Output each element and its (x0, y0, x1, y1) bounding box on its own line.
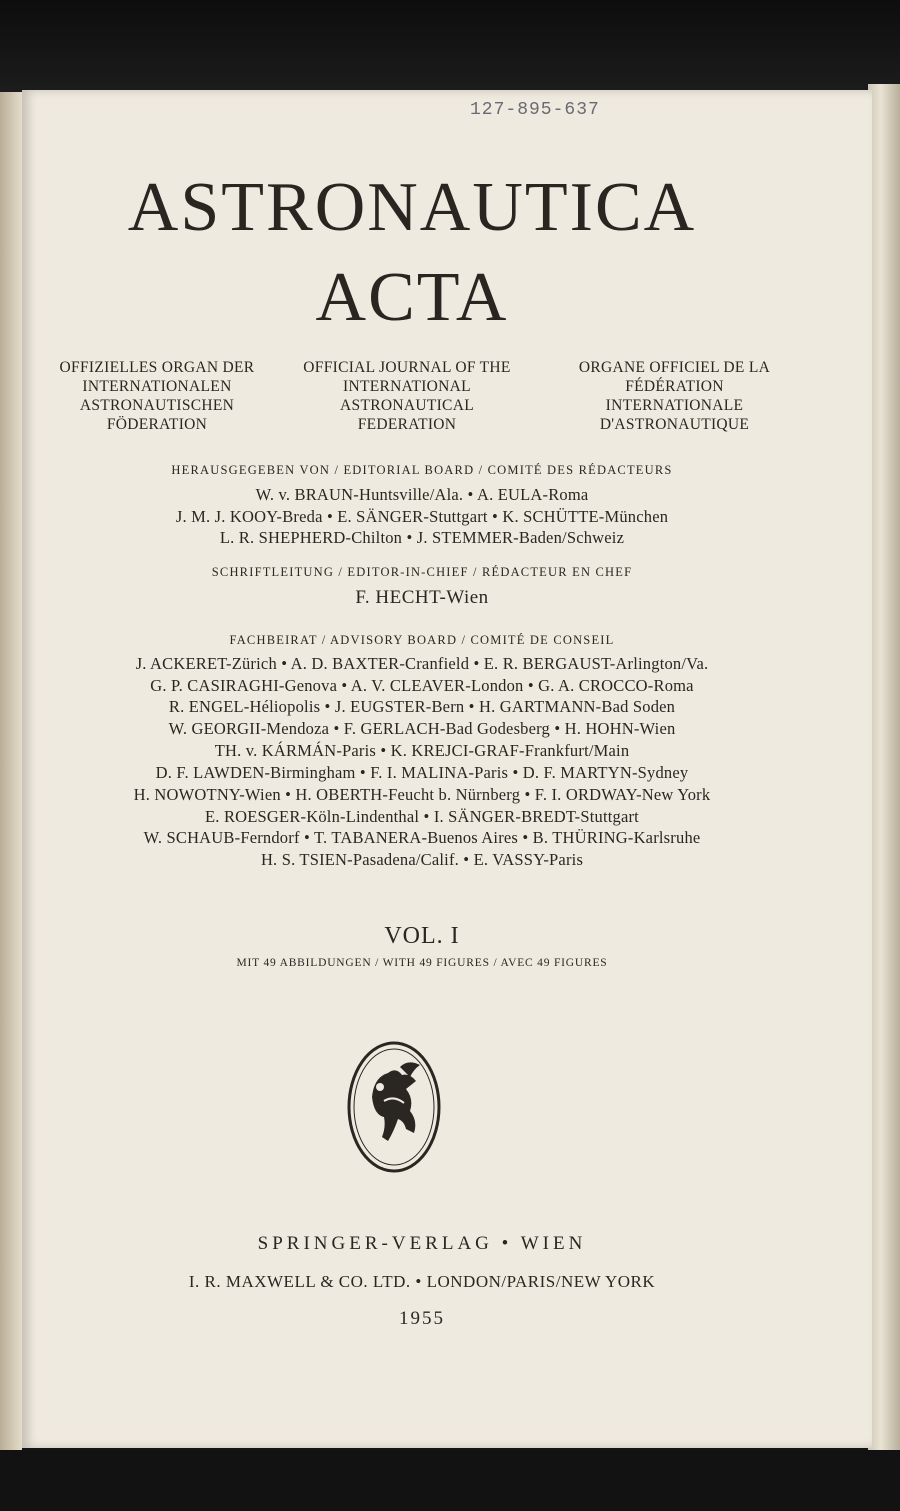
organ-german-line: ASTRONAUTISCHEN (79, 397, 235, 414)
editorial-board-line: W. v. BRAUN-Huntsville/Ala. • A. EULA-Roma (255, 485, 589, 504)
organ-description-german (22, 358, 292, 434)
organ-german-line: INTERNATIONALEN (82, 378, 232, 395)
book-left-page-edge (0, 92, 22, 1452)
publisher-emblem-icon (344, 1037, 444, 1177)
organ-description-french (547, 358, 802, 434)
organ-english-line: ASTRONAUTICAL (340, 397, 474, 414)
advisory-board-line: D. F. LAWDEN-Birmingham • F. I. MALINA-Paris • D. F. MARTYN-Sydney (155, 763, 689, 782)
organ-english-line: FEDERATION (357, 416, 457, 433)
organ-german-line: FÖDERATION (106, 416, 208, 433)
organ-german-line: OFFIZIELLES ORGAN DER (59, 359, 255, 376)
organ-french-line: INTERNATIONALE (605, 397, 744, 414)
organ-english-line: OFFICIAL JOURNAL OF THE (303, 359, 511, 376)
journal-title-line1: ASTRONAUTICA (127, 169, 697, 246)
figures-count: MIT 49 ABBILDUNGEN / WITH 49 FIGURES / AVEC 49 FIGURES (236, 957, 608, 969)
editorial-board-heading: HERAUSGEGEBEN VON / EDITORIAL BOARD / COMITÉ DES RÉDACTEURS (171, 463, 673, 477)
organ-description-english (277, 358, 537, 434)
editorial-board-line: J. M. J. KOOY-Breda • E. SÄNGER-Stuttgart • K. SCHÜTTE-München (175, 507, 669, 526)
book-right-edge (868, 84, 900, 1452)
publication-year: 1955 (399, 1308, 445, 1329)
advisory-board-line: H. S. TSIEN-Pasadena/Calif. • E. VASSY-Paris (260, 850, 584, 869)
editorial-board-line: L. R. SHEPHERD-Chilton • J. STEMMER-Baden/Schweiz (219, 528, 625, 547)
library-shelfmark: 127-895-637 (470, 100, 600, 120)
advisory-board-line: W. GEORGII-Mendoza • F. GERLACH-Bad Godesberg • H. HOHN-Wien (168, 719, 676, 738)
organ-french-line: D'ASTRONAUTIQUE (599, 416, 750, 433)
organ-english-line: INTERNATIONAL (343, 378, 471, 395)
editor-in-chief-name: F. HECHT-Wien (355, 587, 489, 608)
scan-top-border (0, 0, 900, 92)
advisory-board-line: G. P. CASIRAGHI-Genova • A. V. CLEAVER-London • G. A. CROCCO-Roma (150, 676, 694, 695)
advisory-board-line: J. ACKERET-Zürich • A. D. BAXTER-Cranfield • E. R. BERGAUST-Arlington/Va. (135, 654, 709, 673)
advisory-board-line: R. ENGEL-Héliopolis • J. EUGSTER-Bern • H. GARTMANN-Bad Soden (168, 697, 676, 716)
editor-in-chief-heading: SCHRIFTLEITUNG / EDITOR-IN-CHIEF / RÉDACTEUR EN CHEF (211, 565, 633, 579)
advisory-board-line: H. NOWOTNY-Wien • H. OBERTH-Feucht b. Nürnberg • F. I. ORDWAY-New York (133, 785, 711, 804)
organ-french-line: FÉDÉRATION (625, 378, 724, 395)
journal-title-line2: ACTA (315, 259, 509, 336)
title-page (22, 90, 872, 1448)
advisory-board-line: W. SCHAUB-Ferndorf • T. TABANERA-Buenos Aires • B. THÜRING-Karlsruhe (143, 828, 701, 847)
distributor-line: I. R. MAXWELL & CO. LTD. • LONDON/PARIS/NEW YORK (188, 1272, 656, 1291)
advisory-board-line: E. ROESGER-Köln-Lindenthal • I. SÄNGER-BREDT-Stuttgart (205, 807, 639, 826)
volume-label: VOL. I (384, 923, 460, 949)
advisory-board-heading: FACHBEIRAT / ADVISORY BOARD / COMITÉ DE CONSEIL (229, 633, 615, 647)
organ-french-line: ORGANE OFFICIEL DE LA (578, 359, 771, 376)
publisher-name: SPRINGER-VERLAG • WIEN (257, 1233, 587, 1254)
scan-bottom-border (0, 1450, 900, 1511)
advisory-board-line: TH. v. KÁRMÁN-Paris • K. KREJCI-GRAF-Frankfurt/Main (214, 741, 630, 760)
